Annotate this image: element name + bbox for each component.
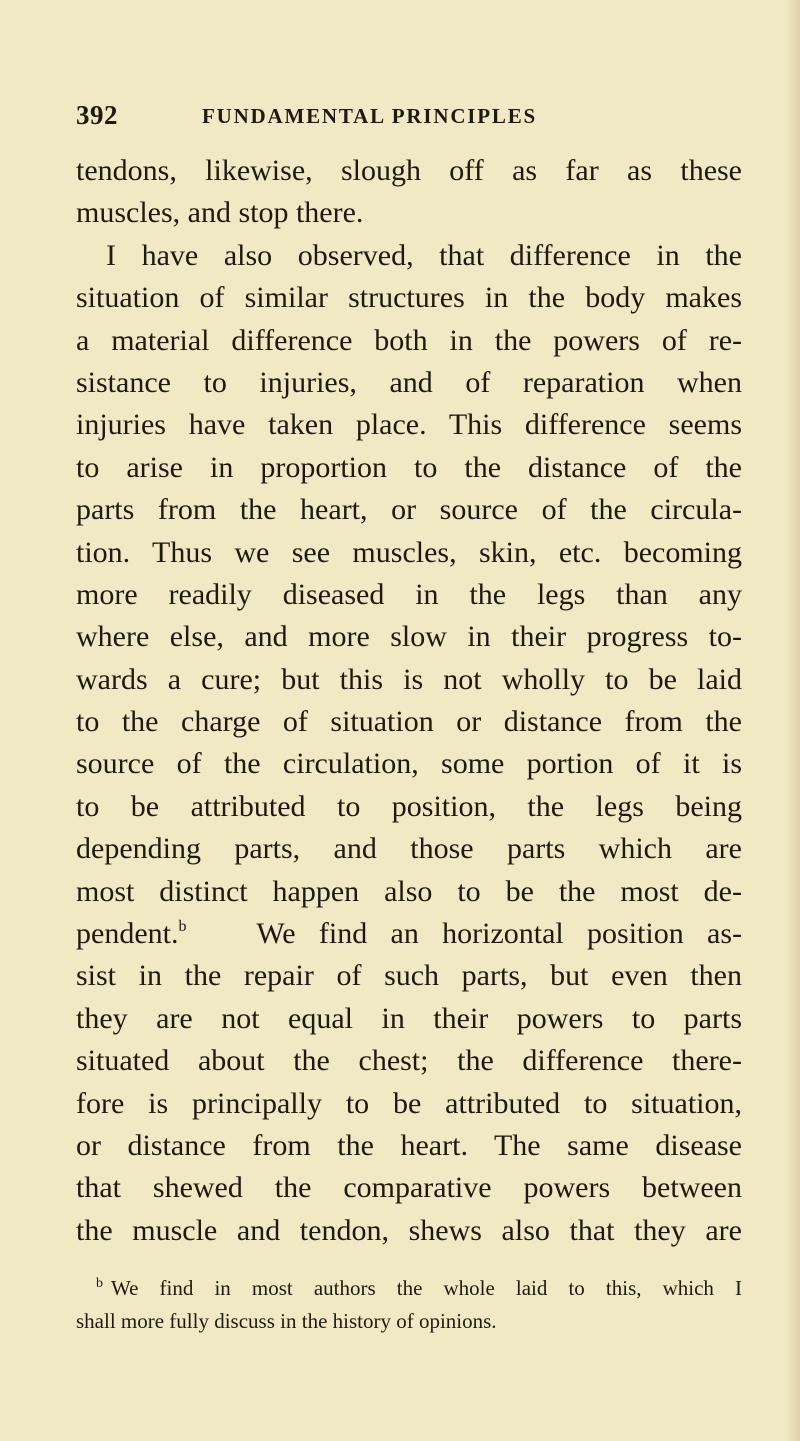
text-line: muscles, and stop there. [76, 196, 364, 230]
text-line: most distinct happen also to be the most de- [76, 874, 742, 908]
text-line: to the charge of situation or distance from the [76, 705, 742, 739]
text-line: situation of similar structures in the body makes [76, 281, 742, 315]
text-line: tion. Thus we see muscles, skin, etc. becoming [76, 535, 742, 569]
text-line: I have also observed, that difference in the [106, 238, 742, 272]
text-line: they are not equal in their powers to parts [76, 1001, 742, 1035]
text-line: wards a cure; but this is not wholly to be laid [76, 662, 742, 696]
footnote-text: We find in most authors the whole laid to this, which I [111, 1276, 742, 1300]
text-line: sistance to injuries, and of reparation when [76, 365, 742, 399]
text-line: tendons, likewise, slough off as far as these [76, 154, 742, 187]
text-line: that shewed the comparative powers between [76, 1171, 742, 1205]
body-text [76, 150, 742, 1252]
running-head: FUNDAMENTAL PRINCIPLES [202, 104, 537, 128]
text-line: parts from the heart, or source of the circula- [76, 493, 742, 527]
text-line: sist in the repair of such parts, but even then [76, 959, 742, 993]
text-line: or distance from the heart. The same disease [76, 1128, 742, 1162]
text-line: depending parts, and those parts which are [76, 832, 742, 866]
text-line: injuries have taken place. This difference seems [76, 408, 742, 442]
text-line: situated about the chest; the difference there- [76, 1044, 742, 1078]
text-line-with-note [76, 913, 742, 955]
page-edge-shadow [786, 0, 800, 1441]
text-line: a material difference both in the powers of re- [76, 323, 742, 357]
text-segment: We find an horizontal position as- [256, 917, 742, 951]
text-segment: pendent. [76, 917, 179, 951]
text-line: to arise in proportion to the distance of the [76, 450, 742, 484]
text-line: to be attributed to position, the legs being [76, 789, 742, 823]
text-line: the muscle and tendon, shews also that they are [76, 1213, 742, 1247]
text-line: source of the circulation, some portion of it is [76, 747, 742, 781]
text-line: fore is principally to be attributed to situation, [76, 1086, 742, 1120]
footnote-reference: b [178, 918, 187, 936]
footnote-marker: b [96, 1276, 103, 1291]
footnote-line [76, 1272, 742, 1305]
footnote-line: shall more fully discuss in the history of opinions. [76, 1309, 497, 1333]
page-header [76, 100, 736, 140]
footnote [76, 1272, 742, 1338]
text-line: where else, and more slow in their progress to- [76, 620, 742, 654]
text-line: more readily diseased in the legs than any [76, 577, 742, 611]
page-number: 392 [76, 100, 118, 130]
